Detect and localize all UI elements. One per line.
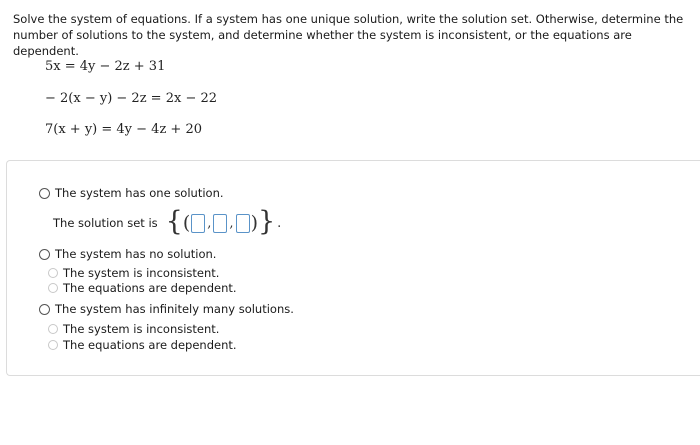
comma-separator: , xyxy=(229,215,234,231)
suboption-label: The equations are dependent. xyxy=(63,338,237,352)
problem-instructions: Solve the system of equations. If a system has one unique solution, write the solution set. Otherwise, determine the number of solutions to the system, and determine whether the system is inconsistent, or the equations are dependent. xyxy=(13,12,684,58)
close-paren: ) xyxy=(250,212,258,234)
open-paren: ( xyxy=(182,212,191,234)
option-one-solution-label: The system has one solution. xyxy=(55,186,224,200)
suboption-infinite-inconsistent[interactable] xyxy=(48,322,219,336)
equation-3: 7(x + y) = 4y − 4z + 20 xyxy=(45,122,202,137)
radio-button[interactable] xyxy=(48,340,58,350)
option-one-solution[interactable] xyxy=(39,186,224,200)
radio-button[interactable] xyxy=(39,249,50,260)
suboption-label: The system is inconsistent. xyxy=(63,322,220,336)
period: . xyxy=(277,215,282,231)
suboption-no-solution-inconsistent[interactable] xyxy=(48,266,219,280)
solution-y-input[interactable] xyxy=(213,214,227,233)
solution-set-label: The solution set is xyxy=(53,216,158,230)
option-no-solution[interactable] xyxy=(39,247,216,261)
option-infinite-solutions[interactable] xyxy=(39,302,294,316)
equation-1: 5x = 4y − 2z + 31 xyxy=(45,59,166,74)
solution-x-input[interactable] xyxy=(191,214,205,233)
equation-2: − 2(x − y) − 2z = 2x − 22 xyxy=(45,91,218,106)
solution-z-input[interactable] xyxy=(236,214,250,233)
open-brace: { xyxy=(165,205,183,237)
option-infinite-solutions-label: The system has infinitely many solutions. xyxy=(55,302,294,316)
suboption-infinite-dependent[interactable] xyxy=(48,338,237,352)
option-no-solution-label: The system has no solution. xyxy=(55,247,217,261)
suboption-label: The equations are dependent. xyxy=(63,281,237,295)
close-brace: } xyxy=(257,205,276,237)
radio-button[interactable] xyxy=(39,304,50,315)
suboption-no-solution-dependent[interactable] xyxy=(48,281,237,295)
suboption-label: The system is inconsistent. xyxy=(63,266,220,280)
solution-set-row xyxy=(53,205,282,237)
comma-separator: , xyxy=(207,215,212,231)
radio-button[interactable] xyxy=(48,283,58,293)
radio-button[interactable] xyxy=(48,324,58,334)
radio-button[interactable] xyxy=(48,268,58,278)
radio-button[interactable] xyxy=(39,188,50,199)
